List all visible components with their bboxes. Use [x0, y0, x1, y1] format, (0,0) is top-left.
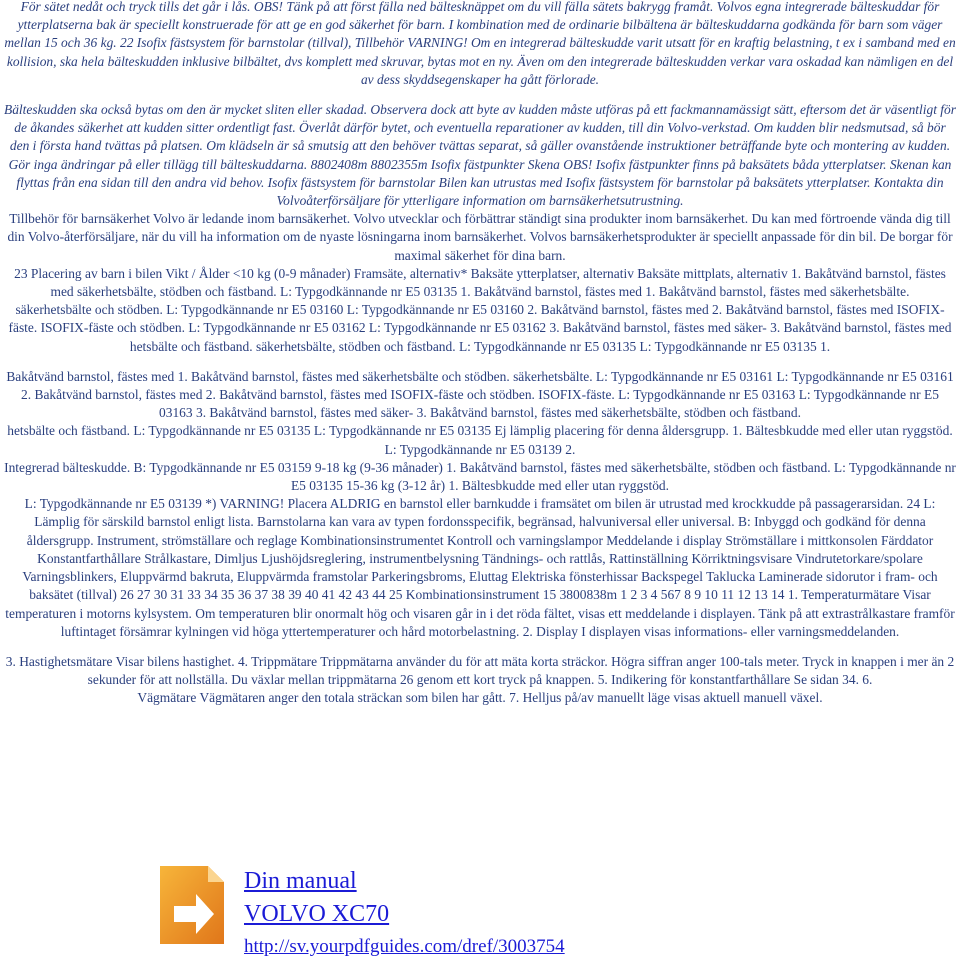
paragraph-8: Integrerad bälteskudde. B: Typgodkännande nr E5 03159 9-18 kg (9-36 månader) 1. Bakåtvänd barnstol, fästes med säkerhetsbälte, stödben och fästband. L: Typgodkännande nr E5 03135 15-36 kg (3-12 år) 1. Bältesbkudde med eller utan ryggstöd. — [4, 459, 956, 494]
manual-title-link[interactable]: Din manual — [244, 868, 357, 894]
paragraph-2: Bälteskudden ska också bytas om den är mycket sliten eller skadad. Observera dock att byte av kudden måste utföras på ett fackmannamässigt sätt, eftersom det är väsentligt för de åkandes säkerhet att kudden sitter ordentligt fast. Överlåt därför bytet, och eventuella reparationer av kudden, till din Volvo-verkstad. Om kudden blir nedsmutsad, så bör den i första hand tvättas på platsen. Om klädseln är så smutsig att den behöver tvättas separat, så gäller ovanstående instruktioner beträffande byte och montering av kudden. Gör inga ändringar på eller tillägg till bälteskuddarna. 8802408m 8802355m Isofix fästpunkter Skena OBS! Isofix fästpunkter finns på baksätets båda ytterplatser. Skenan kan flyttas från ena sidan till den andra vid behov. Isofix fästsystem för barnstolar Bilen kan utrustas med Isofix fästsystem för barnstolar på baksätets ytterplatser. Kontakta din Volvoåterförsäljare för ytterligare information om barnsäkerhetsutrustning. — [3, 102, 956, 209]
paragraph-3: Tillbehör för barnsäkerhet Volvo är ledande inom barnsäkerhet. Volvo utvecklar och förbättrar ständigt sina produkter inom barnsäkerhet. Du kan med förtroende vända dig till din Volvo-återförsäljare, när du vill ha information om de nyaste lösningarna inom barnsäkerhet. Volvos barnsäkerhetsprodukter är speciellt anpassade för din bil. De borgar för maximal säkerhet för dina barn. — [7, 211, 953, 263]
pdf-document-icon[interactable] — [152, 862, 232, 948]
url-link[interactable]: http://sv.yourpdfguides.com/dref/3003754 — [244, 936, 565, 957]
paragraph-1: För sätet nedåt och tryck tills det går i lås. OBS! Tänk på att först fälla ned bältesknäppet om du vill fälla sätets bakrygg framåt. Volvos egna integrerade bälteskuddar för ytterplatserna bak är speciellt konstruerade för att ge en god säkerhet för barn. I kombination med de ordinarie bilbältena är bälteskuddarna godkända för barn som väger mellan 15 och 36 kg. 22 Isofix fästsystem för barnstolar (tillval), Tillbehör VARNING! Om en integrerad bälteskudde varit utsatt för en kraftig belastning, t ex i samband med en kollision, ska hela bälteskudden inklusive bilbältet, dvs komplett med skruvar, bytas mot en ny. Även om den integrerade bälteskudden verkar vara oskadad kan nämligen en del av dess skyddsegenskaper ha gått förlorade. — [4, 0, 956, 87]
paragraph-9: L: Typgodkännande nr E5 03139 *) VARNING! Placera ALDRIG en barnstol eller barnkudde i framsätet om bilen är utrustad med krockkudde på passagerarsidan. 24 L: Lämplig för särskild barnstol enligt lista. Barnstolarna kan vara av typen fordonsspecifik, begränsad, halvuniversal eller universal. B: Inbyggd och godkänd för denna åldersgrupp. Instrument, strömställare och reglage Kombinationsinstrumentet Kontroll och varningslampor Meddelande i display Strömställare i mittkonsolen Färddator Konstantfarthållare Strålkastare, Dimljus Ljushöjdsreglering, instrumentbelysning Tändnings- och rattlås, Rattinställning Körriktningsvisare Vindrutetorkare/spolare Varningsblinkers, Eluppvärmd bakruta, Eluppvärmda framstolar Parkeringsbroms, Eluttag Elektriska fönsterhissar Backspegel Taklucka Laminerade sidorutor i fram- och baksätet (tillval) 26 27 30 31 33 34 35 36 37 38 39 40 41 42 43 44 25 Kombinationsinstrument 15 3800838m 1 2 3 4 567 8 9 10 11 12 13 14 1. Temperaturmätare Visar temperaturen i motorns kylsystem. Om temperaturen blir onormalt hög och visaren går in i det röda fältet, visas ett meddelande i displayen. Tänk på att extrastrålkastare framför luftintaget försämrar kylningen vid höga yttertemperaturer och hård motorbelastning. 2. Display I displayen visas informations- eller varningsmeddelanden. — [5, 496, 955, 639]
model-link[interactable]: VOLVO XC70 — [244, 901, 390, 927]
paragraph-5: säkerhetsbälte och stödben. L: Typgodkännande nr E5 03160 L: Typgodkännande nr E5 03160 2. Bakåtvänd barnstol, fästes med 2. Bakåtvänd barnstol, fästes med ISOFIX-fäste. ISOFIX-fäste och stödben. L: Typgodkännande nr E5 03162 L: Typgodkännande nr E5 03162 3. Bakåtvänd barnstol, fästes med säker- 3. Bakåtvänd barnstol, fästes med hetsbälte och fästband. säkerhetsbälte, stödben och fästband. L: Typgodkännande nr E5 03135 L: Typgodkännande nr E5 03135 1. — [8, 302, 952, 354]
paragraph-6: Bakåtvänd barnstol, fästes med 1. Bakåtvänd barnstol, fästes med säkerhetsbälte och stödben. säkerhetsbälte. L: Typgodkännande nr E5 03161 L: Typgodkännande nr E5 03161 2. Bakåtvänd barnstol, fästes med 2. Bakåtvänd barnstol, fästes med ISOFIX-fäste och stödben. ISOFIX-fäste. L: Typgodkännande nr E5 03163 L: Typgodkännande nr E5 03163 3. Bakåtvänd barnstol, fästes med säker- 3. Bakåtvänd barnstol, fästes med säkerhetsbälte, stödben och fästband. — [6, 368, 954, 421]
paragraph-10: 3. Hastighetsmätare Visar bilens hastighet. 4. Trippmätare Trippmätarna använder du för att mäta korta sträckor. Högra siffran anger 100-tals meter. Tryck in knappen i mer än 2 sekunder för att nollställa. Du växlar mellan trippmätarna 26 genom ett kort tryck på knappen. 5. Indikering för konstantfarthållare Se sidan 34. 6. — [5, 653, 955, 688]
paragraph-7: hetsbälte och fästband. L: Typgodkännande nr E5 03135 L: Typgodkännande nr E5 03135 Ej lämplig placering för denna åldersgrupp. 1. Bältesbkudde med eller utan ryggstöd. L: Typgodkännande nr E5 03139 2. — [7, 423, 953, 457]
paragraph-11: Vägmätare Vägmätaren anger den totala sträckan som bilen har gått. 7. Helljus på/av manuellt läge visas aktuell manuell växel. — [137, 690, 823, 706]
download-footer — [150, 860, 650, 960]
paragraph-4: 23 Placering av barn i bilen Vikt / Ålder <10 kg (0-9 månader) Framsäte, alternativ* Baksäte ytterplatser, alternativ Baksäte mittplats, alternativ 1. Bakåtvänd barnstol, fästes med säkerhetsbälte, stödben och fästband. L: Typgodkännande nr E5 03135 1. Bakåtvänd barnstol, fästes med 1. Bakåtvänd barnstol, fästes med säkerhetsbälte. — [14, 265, 946, 300]
